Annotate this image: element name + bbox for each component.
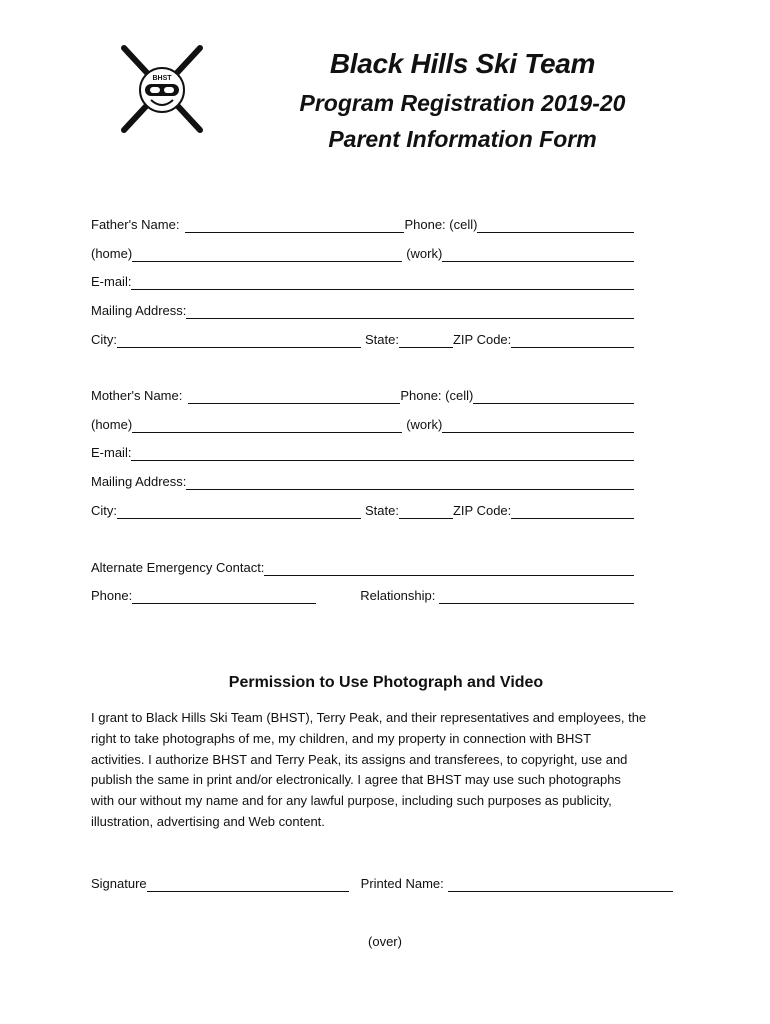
father-email-field[interactable] (131, 274, 634, 290)
mother-mailing-label: Mailing Address: (91, 474, 187, 489)
father-city-label: City: (91, 332, 117, 347)
over-note: (over) (368, 934, 402, 949)
father-work-field[interactable] (442, 246, 634, 262)
father-home-row (91, 242, 634, 262)
signature-row (91, 872, 673, 892)
permission-line: illustration, advertising and Web content. (91, 813, 325, 829)
signature-label: Signature (91, 876, 147, 891)
father-home-field[interactable] (132, 246, 402, 262)
mother-phone-cell-label: Phone: (cell) (400, 388, 474, 403)
emergency-relationship-label: Relationship: (360, 588, 436, 603)
emergency-contact-row (91, 556, 634, 576)
mother-phone-cell-field[interactable] (473, 388, 634, 404)
permission-line: activities. I authorize BHST and Terry Peak, its assigns and transferees, to copyright, use and (91, 751, 628, 767)
father-zip-field[interactable] (511, 332, 634, 348)
permission-line: I grant to Black Hills Ski Team (BHST), Terry Peak, and their representatives and employees, the (91, 710, 647, 725)
father-name-row (91, 213, 634, 233)
father-work-label: (work) (406, 246, 443, 261)
printed-name-label: Printed Name: (360, 876, 444, 891)
father-phone-cell-field[interactable] (477, 217, 634, 233)
permission-line: right to take photographs of me, my children, and my property in connection with BHST (91, 730, 592, 746)
permission-paragraph (91, 708, 681, 833)
bhst-logo-icon (118, 44, 206, 134)
permission-title: Permission to Use Photograph and Video (228, 674, 544, 691)
signature-field[interactable] (147, 876, 349, 892)
form-title: Black Hills Ski Team (329, 48, 596, 79)
mother-city-field[interactable] (117, 503, 361, 519)
father-state-label: State: (365, 332, 399, 347)
emergency-phone-row (91, 584, 634, 604)
emergency-contact-label: Alternate Emergency Contact: (91, 560, 265, 575)
mother-home-label: (home) (91, 417, 133, 432)
form-subtitle-parent: Parent Information Form (328, 126, 597, 152)
father-email-row (91, 270, 634, 290)
emergency-phone-label: Phone: (91, 588, 133, 603)
father-email-label: E-mail: (91, 274, 132, 289)
father-name-field[interactable] (185, 217, 404, 233)
mother-name-field[interactable] (188, 388, 400, 404)
mother-email-row (91, 441, 634, 461)
mother-mailing-field[interactable] (186, 474, 634, 490)
mother-work-field[interactable] (442, 417, 634, 433)
permission-line: publish the same in print and/or electronically. I agree that BHST may use such photographs (91, 772, 621, 788)
father-city-row (91, 328, 634, 348)
emergency-contact-field[interactable] (264, 560, 634, 576)
emergency-phone-field[interactable] (132, 588, 316, 604)
father-mailing-row (91, 299, 634, 319)
emergency-relationship-field[interactable] (439, 588, 634, 604)
form-subtitle-program: Program Registration 2019-20 (299, 90, 626, 116)
mother-name-label: Mother's Name: (91, 388, 183, 403)
mother-zip-label: ZIP Code: (452, 503, 512, 518)
logo-text: BHST (152, 75, 172, 82)
father-home-label: (home) (91, 246, 133, 261)
mother-city-row (91, 499, 634, 519)
mother-name-row (91, 384, 634, 404)
mother-work-label: (work) (406, 417, 443, 432)
printed-name-field[interactable] (448, 876, 673, 892)
father-city-field[interactable] (117, 332, 361, 348)
mother-home-field[interactable] (132, 417, 402, 433)
mother-mailing-row (91, 470, 634, 490)
mother-city-label: City: (91, 503, 117, 518)
permission-line: with our without my name and for any lawful purpose, including such purposes as publicity, (91, 793, 612, 809)
father-mailing-label: Mailing Address: (91, 303, 187, 318)
mother-zip-field[interactable] (511, 503, 634, 519)
mother-email-label: E-mail: (91, 445, 132, 460)
father-phone-cell-label: Phone: (cell) (404, 217, 478, 232)
mother-state-label: State: (365, 503, 399, 518)
father-name-label: Father's Name: (91, 217, 180, 232)
father-zip-label: ZIP Code: (452, 332, 512, 347)
father-mailing-field[interactable] (186, 303, 634, 319)
mother-home-row (91, 413, 634, 433)
mother-email-field[interactable] (131, 445, 634, 461)
father-state-field[interactable] (399, 332, 453, 348)
mother-state-field[interactable] (399, 503, 453, 519)
